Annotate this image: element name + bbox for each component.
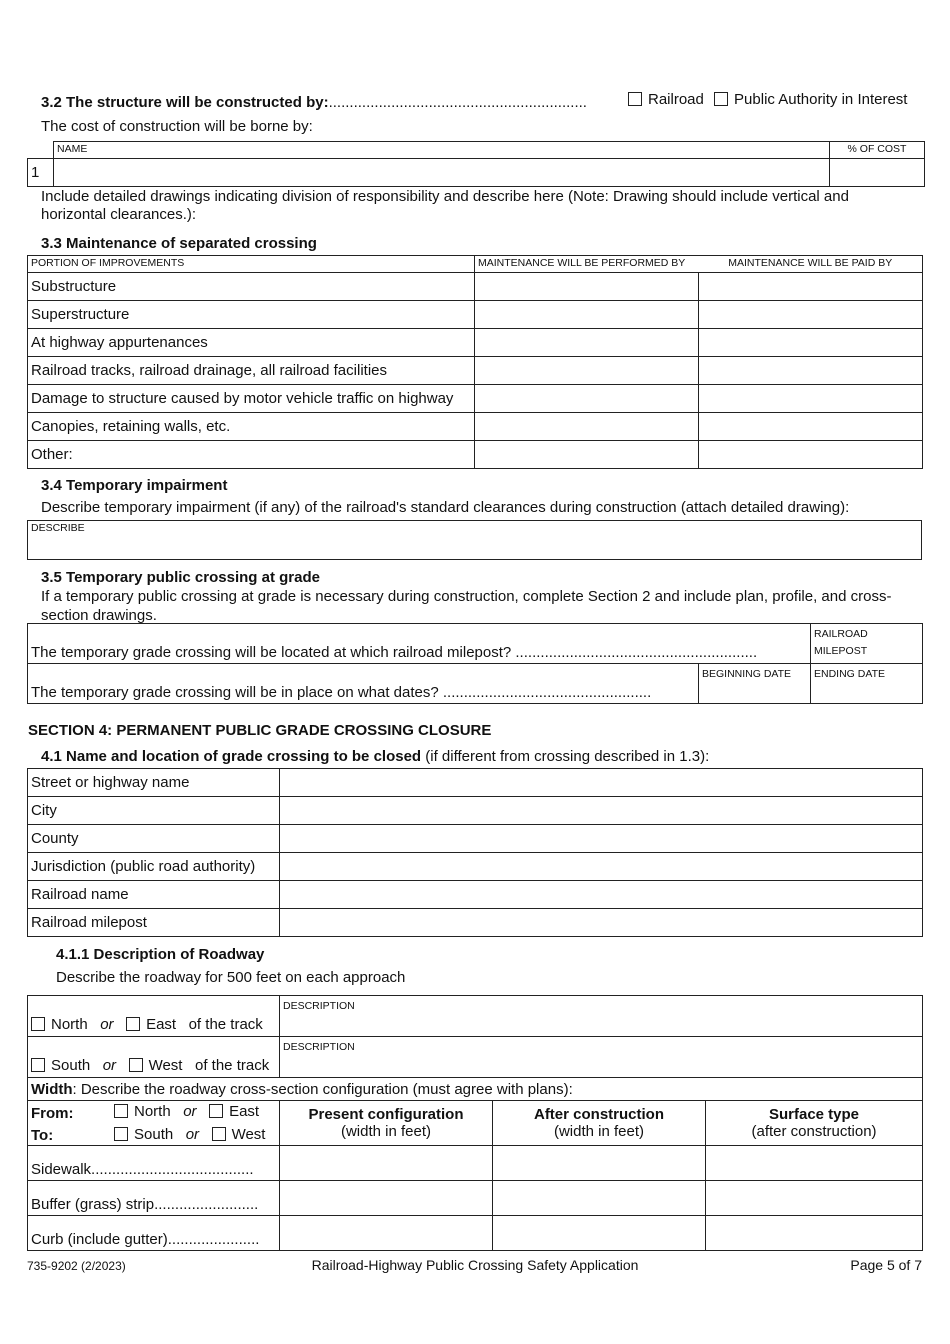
section-4-1-heading bbox=[41, 748, 709, 765]
railroad-option-label: Railroad bbox=[648, 91, 704, 108]
or-label: or bbox=[102, 1057, 117, 1074]
performed-by-field[interactable] bbox=[475, 385, 699, 413]
section-3-4-text: Describe temporary impairment (if any) of the railroad's standard clearances during construction (attach detailed drawing): bbox=[41, 499, 850, 516]
east-checkbox[interactable] bbox=[126, 1017, 140, 1031]
after-construction-field[interactable] bbox=[493, 1216, 706, 1251]
from-north-label: North bbox=[134, 1103, 171, 1120]
public-authority-checkbox[interactable] bbox=[714, 92, 728, 106]
section-3-3-title: 3.3 Maintenance of separated crossing bbox=[41, 235, 317, 252]
portion-column-header: PORTION OF IMPROVEMENTS bbox=[28, 256, 475, 273]
south-checkbox[interactable] bbox=[31, 1058, 45, 1072]
table-row: Jurisdiction (public road authority) bbox=[28, 853, 280, 881]
to-west-label: West bbox=[231, 1126, 266, 1143]
impairment-describe-field[interactable] bbox=[27, 520, 922, 560]
from-north-checkbox[interactable] bbox=[114, 1104, 128, 1118]
cost-borne-by-text: The cost of construction will be borne by: bbox=[41, 118, 313, 135]
jurisdiction-field[interactable] bbox=[280, 853, 923, 881]
description-label: DESCRIPTION bbox=[283, 1041, 355, 1053]
to-south-checkbox[interactable] bbox=[114, 1127, 128, 1141]
present-configuration-field[interactable] bbox=[280, 1181, 493, 1216]
paid-by-field[interactable] bbox=[699, 357, 923, 385]
name-column-header: NAME bbox=[54, 142, 830, 159]
from-to-cell bbox=[28, 1101, 280, 1146]
to-label: To: bbox=[31, 1127, 54, 1144]
section-4-1-1-title: 4.1.1 Description of Roadway bbox=[56, 946, 265, 963]
table-row: City bbox=[28, 797, 280, 825]
milepost-question: The temporary grade crossing will be located at which railroad milepost? .......................................................... bbox=[28, 624, 811, 664]
surface-type-field[interactable] bbox=[706, 1146, 923, 1181]
performed-by-field[interactable] bbox=[475, 329, 699, 357]
south-west-approach bbox=[28, 1037, 280, 1078]
north-checkbox[interactable] bbox=[31, 1017, 45, 1031]
section-3-5-text: If a temporary public crossing at grade is necessary during construction, complete Section 2 and include plan, profile, and cross-section drawings. bbox=[41, 588, 892, 624]
table-row: At highway appurtenances bbox=[28, 329, 475, 357]
surface-type-header: Surface type (after construction) bbox=[706, 1101, 923, 1146]
table-row: Other: bbox=[28, 441, 475, 469]
street-name-field[interactable] bbox=[280, 769, 923, 797]
performed-by-field[interactable] bbox=[475, 441, 699, 469]
or-label: or bbox=[183, 1103, 197, 1120]
describe-label: DESCRIBE bbox=[31, 522, 85, 534]
paid-by-field[interactable] bbox=[699, 441, 923, 469]
north-east-approach bbox=[28, 996, 280, 1037]
table-row: Canopies, retaining walls, etc. bbox=[28, 413, 475, 441]
table-row: Railroad name bbox=[28, 881, 280, 909]
of-track-label: of the track bbox=[195, 1057, 270, 1074]
paid-by-field[interactable] bbox=[699, 329, 923, 357]
section-3-2-title: 3.2 The structure will be constructed by: bbox=[41, 94, 329, 111]
performed-by-field[interactable] bbox=[475, 273, 699, 301]
railroad-name-field[interactable] bbox=[280, 881, 923, 909]
table-row: Superstructure bbox=[28, 301, 475, 329]
railroad-milepost-label: RAILROAD MILEPOST bbox=[814, 628, 868, 657]
form-number: 735-9202 (2/2023) bbox=[27, 1259, 126, 1273]
section-3-2-heading bbox=[41, 94, 587, 111]
table-row: Buffer (grass) strip......................... bbox=[28, 1181, 280, 1216]
cost-name-field[interactable] bbox=[54, 159, 830, 187]
city-field[interactable] bbox=[280, 797, 923, 825]
after-construction-field[interactable] bbox=[493, 1181, 706, 1216]
table-row: Curb (include gutter)...................... bbox=[28, 1216, 280, 1251]
after-construction-field[interactable] bbox=[493, 1146, 706, 1181]
railroad-milepost-field[interactable] bbox=[811, 624, 923, 664]
north-label: North bbox=[51, 1016, 88, 1033]
south-label: South bbox=[51, 1057, 91, 1074]
section-3-5-title: 3.5 Temporary public crossing at grade bbox=[41, 569, 320, 586]
section-4-1-title: 4.1 Name and location of grade crossing to be closed bbox=[41, 748, 422, 765]
surface-type-field[interactable] bbox=[706, 1181, 923, 1216]
south-west-description-field[interactable] bbox=[280, 1037, 923, 1078]
west-label: West bbox=[148, 1057, 183, 1074]
width-instruction bbox=[28, 1078, 923, 1101]
cost-percent-field[interactable] bbox=[830, 159, 925, 187]
west-checkbox[interactable] bbox=[129, 1058, 143, 1072]
from-east-checkbox[interactable] bbox=[209, 1104, 223, 1118]
table-row: Street or highway name bbox=[28, 769, 280, 797]
maintenance-table bbox=[27, 255, 923, 469]
from-east-label: East bbox=[229, 1103, 260, 1120]
width-bold-label: Width bbox=[31, 1080, 73, 1098]
public-authority-option-label: Public Authority in Interest bbox=[734, 91, 908, 108]
from-label: From: bbox=[31, 1105, 74, 1122]
roadway-description-table bbox=[27, 995, 923, 1251]
present-configuration-field[interactable] bbox=[280, 1216, 493, 1251]
ending-date-field[interactable] bbox=[811, 664, 923, 704]
present-configuration-field[interactable] bbox=[280, 1146, 493, 1181]
to-direction-options bbox=[114, 1126, 265, 1143]
performed-by-field[interactable] bbox=[475, 301, 699, 329]
include-drawings-text: Include detailed drawings indicating division of responsibility and describe here (Note: Drawing should include vertical and horizontal clearances.): bbox=[41, 188, 849, 223]
surface-type-field[interactable] bbox=[706, 1216, 923, 1251]
paid-by-field[interactable] bbox=[699, 273, 923, 301]
section-4-1-1-text: Describe the roadway for 500 feet on each approach bbox=[56, 969, 406, 986]
dates-question: The temporary grade crossing will be in place on what dates? .................................................. bbox=[28, 664, 699, 704]
row-number: 1 bbox=[28, 159, 54, 187]
to-south-label: South bbox=[134, 1126, 174, 1143]
paid-by-column-header: MAINTENANCE WILL BE PAID BY bbox=[699, 256, 923, 273]
cost-table bbox=[27, 141, 925, 187]
or-label: or bbox=[185, 1126, 200, 1143]
section-3-4-title: 3.4 Temporary impairment bbox=[41, 477, 228, 494]
table-row: Railroad tracks, railroad drainage, all railroad facilities bbox=[28, 357, 475, 385]
to-west-checkbox[interactable] bbox=[212, 1127, 226, 1141]
after-construction-header: After construction (width in feet) bbox=[493, 1101, 706, 1146]
table-row: Damage to structure caused by motor vehicle traffic on highway bbox=[28, 385, 475, 413]
of-track-label: of the track bbox=[188, 1016, 263, 1033]
paid-by-field[interactable] bbox=[699, 301, 923, 329]
percent-cost-column-header: % OF COST bbox=[830, 142, 925, 159]
page-number: Page 5 of 7 bbox=[850, 1257, 922, 1273]
section-3-2-dots: .............................................................. bbox=[328, 94, 587, 111]
closure-location-table bbox=[27, 768, 923, 937]
performed-by-field[interactable] bbox=[475, 413, 699, 441]
form-title: Railroad-Highway Public Crossing Safety Application bbox=[311, 1257, 639, 1273]
section-4-1-note: (if different from crossing described in 1.3): bbox=[421, 748, 710, 765]
county-field[interactable] bbox=[280, 825, 923, 853]
paid-by-field[interactable] bbox=[699, 385, 923, 413]
railroad-checkbox[interactable] bbox=[628, 92, 642, 106]
temporary-crossing-table bbox=[27, 623, 923, 704]
beginning-date-field[interactable] bbox=[699, 664, 811, 704]
paid-by-field[interactable] bbox=[699, 413, 923, 441]
description-label: DESCRIPTION bbox=[283, 1000, 355, 1012]
from-direction-options bbox=[114, 1103, 259, 1120]
table-row: Sidewalk....................................... bbox=[28, 1146, 280, 1181]
performed-by-field[interactable] bbox=[475, 357, 699, 385]
table-row: County bbox=[28, 825, 280, 853]
width-instruction-text: : Describe the roadway cross-section configuration (must agree with plans): bbox=[72, 1080, 573, 1098]
beginning-date-label: BEGINNING DATE bbox=[702, 668, 792, 680]
table-row: Railroad milepost bbox=[28, 909, 280, 937]
performed-by-column-header: MAINTENANCE WILL BE PERFORMED BY bbox=[475, 256, 699, 273]
section-4-title: SECTION 4: PERMANENT PUBLIC GRADE CROSSING CLOSURE bbox=[28, 722, 492, 739]
north-east-description-field[interactable] bbox=[280, 996, 923, 1037]
or-label: or bbox=[100, 1016, 114, 1033]
railroad-milepost-field[interactable] bbox=[280, 909, 923, 937]
table-row: Substructure bbox=[28, 273, 475, 301]
present-configuration-header: Present configuration (width in feet) bbox=[280, 1101, 493, 1146]
east-label: East bbox=[146, 1016, 177, 1033]
ending-date-label: ENDING DATE bbox=[814, 668, 885, 680]
constructed-by-options bbox=[628, 91, 907, 108]
